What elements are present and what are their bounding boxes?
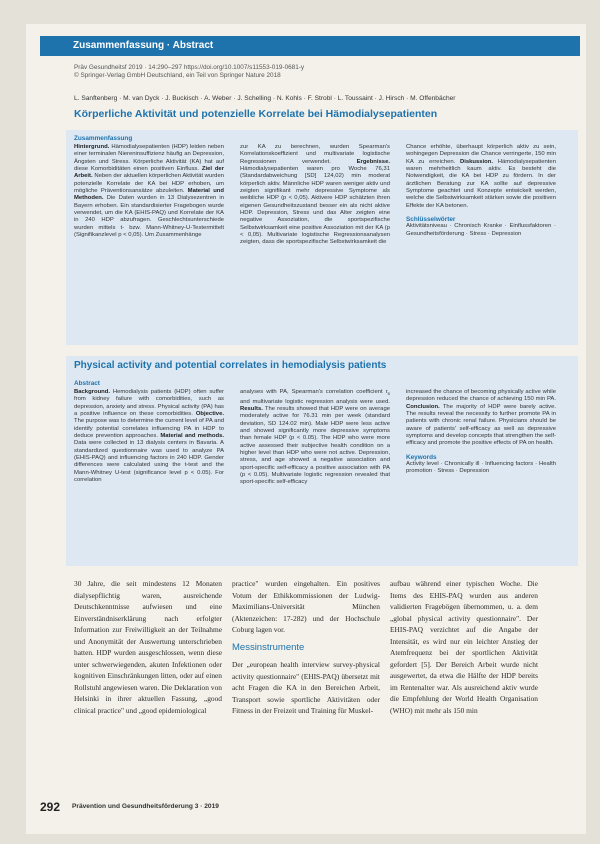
english-title: Physical activity and potential correlates in hemodialysis patients — [74, 360, 387, 371]
copyright-line: © Springer-Verlag GmbH Deutschland, ein Teil von Springer Nature 2018 — [74, 71, 281, 79]
german-abstract-col-1: Hintergrund. Hämodialysepatienten (HDP) leiden neben einer terminalen Niereninsuffizienz häufig an Depression, Ängsten und Stress. Körperliche Aktivität (KA) hat auf diese Komorbiditäten einen positiven Einfluss. Ziel der Arbeit. Neben der aktuellen körperlichen Aktivität wurden potenzielle Korrelate der KA bei HDP erhoben, um mögliche Präventionsansätze abzuleiten. Material und Methoden. Die Daten wurden in 13 Dialysezentren in Bayern erhoben. Ein standardisierter Fragebogen wurde verwendet, um die KA (EHIS-PAQ) und Korrelate der KA in 240 HDP abzufragen. Geschlechtsunterschiede wurden mittels t- bzw. Mann-Whitney-U-Testermittelt (Signifikanzlevel p < 0,05). Um Zusammenhänge — [74, 144, 224, 239]
german-abstract-col-3 — [406, 144, 556, 340]
english-abstract-col-1: Background. Hemodialysis patients (HDP) often suffer from kidney failure with comorbidities, such as depression, anxiety and stress. Physical activity (PA) has a positive influence on these comorbidities. Objective. The purpose was to determine the current level of PA and identify potential correlates influencing PA in HDP to deduce prevention approaches. Material and methods. Data were collected in 13 dialysis centers in Bavaria. A standardized questionnaire was used to analyze PA (EHIS-PAQ) and influencing factors in 240 HDP. Gender differences were calculated using the t-test and the Mann-Whitney U-test (significance level p < 0.05). For correlation — [74, 389, 224, 484]
german-section-label: Zusammenfassung — [74, 135, 133, 142]
german-abstract-col-3-text: Chance erhöhte, überhaupt körperlich aktiv zu sein, wohingegen Depression die Chance verringerte, 150 min KA zu erreichen. Diskussion. Hämodialysepatienten waren mehrheitlich kaum aktiv. Es besteht die Notwendigkeit, die KA bei HDP zu fördern. In der ärztlichen Beratung zur KA sollte auf depressive Symptome geachtet und Konzepte entwickelt werden, welche die Selbstwirksamkeit stärken sowie die positiven Effekte der KA betonen. — [406, 144, 556, 209]
abstract-header-bar: Zusammenfassung · Abstract — [40, 36, 580, 56]
journal-footer: Prävention und Gesundheitsförderung 3 · 2019 — [72, 803, 219, 810]
german-abstract-col-2: zur KA zu berechnen, wurden Spearman's Korrelationskoeffizient und multivariate logistische Regressionen verwendet. Ergebnisse. Hämodialysepatienten waren pro Woche 76,31 (Standardabweichung [SD] 124,02) min moderat körperlich aktiv. Männliche HDP waren weniger aktiv und zeigten signifikant mehr depressive Symptome als weibliche HDP (p < 0,05). Aktivere HDP schätzten ihren eigenen Gesundheitszustand besser ein als nicht aktive HDP. Depression, Stress und das Alter zeigten eine negative Assoziation, die sportspezifische Selbstwirksamkeit eine positive Assoziation mit der KA (p < 0,05). Multivariate logistische Regressionsanalysen zeigten, dass die sportspezifische Selbstwirksamkeit die — [240, 144, 390, 246]
german-keywords-title: Schlüsselwörter — [406, 216, 456, 224]
english-abstract-box — [66, 356, 578, 566]
body-column-1: 30 Jahre, die seit mindestens 12 Monaten dialysepflichtig waren, ausreichende Deutschkenntnisse aufwiesen und eine Einverständniserklärung nach erfolgter Information zur Freiwilligkeit an der Teilnahme und Anonymität der Auswertung unterschrieben hatten. HDP wurden ausgeschlossen, wenn diese unter schwerwiegenden, akuten Infektionen oder kognitiven Einschränkungen litten, oder auf einen Rollstuhl angewiesen waren. Die Deklaration von Helsinki in ihrer aktuellen Fassung, „good clinical practice" und „good epidemiological — [74, 579, 222, 715]
english-abstract-col-3-text: increased the chance of becoming physically active while depression reduced the chance of achieving 150 min PA. Conclusion. The majority of HDP were barely active. The results reveal the necessity to further promote PA in patients with chronic renal failure. Physicians should be aware of patients' self-efficacy as well as depressive symptoms and develop concepts that strengthen the self-efficacy and promote the positive effects of PA on health. — [406, 389, 556, 447]
section-heading-messinstrumente: Messinstrumente — [232, 641, 305, 653]
body-column-2 — [232, 578, 380, 798]
body-column-2-text-a: practice" wurden eingehalten. Ein positives Votum der Ethikkommissionen der Ludwig-Maximilians-Universität München (Aktenzeichen: 17-282) und der Hochschule Coburg lagen vor. — [232, 579, 380, 634]
german-abstract-box — [66, 130, 578, 345]
citation-meta — [74, 64, 304, 79]
german-keywords: Aktivitätsniveau · Chronisch Kranke · Einflussfaktoren · Gesundheitsförderung · Stress · Depression — [406, 223, 556, 237]
german-title: Körperliche Aktivität und potenzielle Korrelate bei Hämodialysepatienten — [74, 108, 438, 120]
english-section-label: Abstract — [74, 380, 100, 387]
english-abstract-col-2: analyses with PA, Spearman's correlation coefficient $r_s$ and multivariate logistic regression analysis were used. Results. The results showed that HDP were on average moderately active for 76.31 min per week (standard deviation, SD 124.02 min). Male HDP were less active and showed significantly more depressive symptoms than female HDP (p < 0.05). The HDP who were more active assessed their subjective health condition on a higher level than HDP who were not active. Depression, stress, and age showed a negative association and sport-specific self-efficacy a positive association with PA (p < 0.05). Multivariate logistic regression revealed that sport-specific self-efficacy — [240, 389, 390, 486]
author-list: L. Sanftenberg · M. van Dyck · J. Buckisch · A. Weber · J. Schelling · N. Kohls · F. Strobl · L. Toussaint · J. Hirsch · M. Offenbächer — [74, 95, 456, 102]
english-keywords: Activity level · Chronically ill · Influencing factors · Health promotion · Stress · Depression — [406, 461, 556, 475]
body-column-3: aufbau während einer typischen Woche. Die Items des EHIS-PAQ wurden aus anderen validierten Fragebögen übernommen, u. a. dem „global physical activity questionnaire". Der EHIS-PAQ verzichtet auf die Angabe der Intensität, es wird nur ein leichter Anstieg der Atemfrequenz bei der sportlichen Aktivität gefordert [5]. Der Bereich Arbeit wurde nicht ausgewertet, da etwa die Hälfte der HDP bereits im Rentenalter war. Als ausreichend aktiv wurde die Empfehlung der World Health Organisation (WHO) mit mehr als 150 min — [390, 579, 538, 715]
english-abstract-col-3 — [406, 389, 556, 563]
english-keywords-title: Keywords — [406, 453, 437, 461]
page-number: 292 — [40, 800, 61, 814]
citation-line: Präv Gesundheitsf 2019 · 14:290–297 https://doi.org/10.1007/s11553-019-0681-y — [74, 64, 305, 71]
body-column-2-text-b: Der „european health interview survey-physical activity questionnaire" (EHIS-PAQ) übersetzt mit acht Fragen die KA in den Bereichen Arbeit, Transport sowie sportliche Aktivitäten oder Fitness in der Freizeit und Training für Muskel- — [232, 660, 380, 715]
